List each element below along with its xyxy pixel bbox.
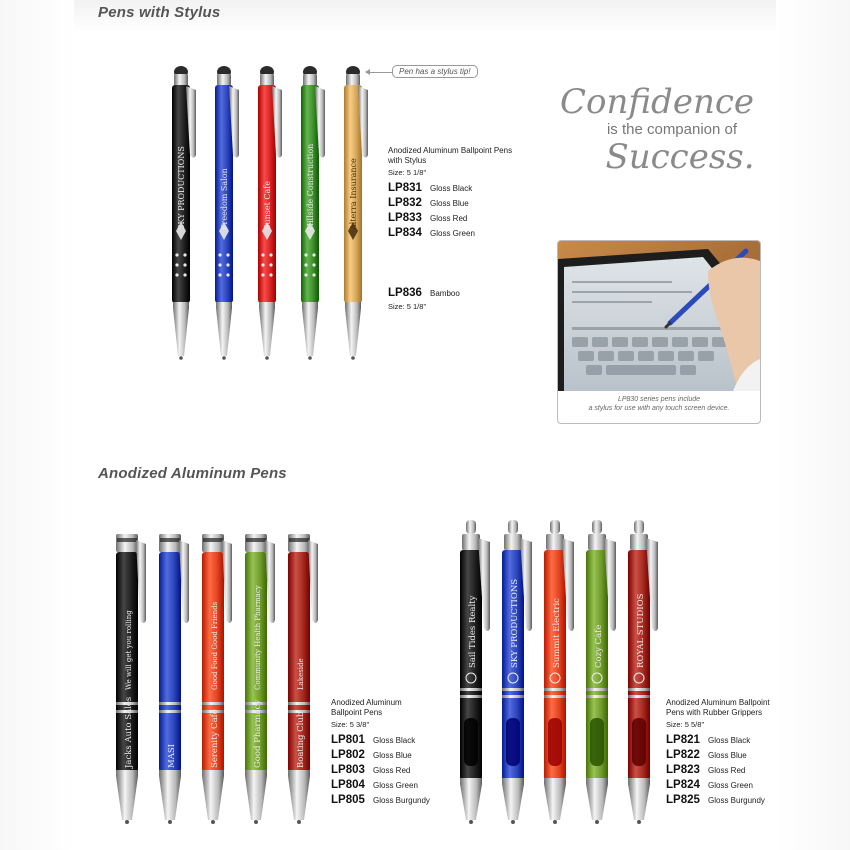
quote-line1: Confidence: [560, 82, 755, 122]
stylus-grip-dot: [261, 263, 264, 266]
gripper-spec-row: [666, 749, 770, 764]
ballpoint-imprint-red: Serenity Cafe: [210, 709, 220, 768]
stylus-grip-dot: [261, 253, 264, 256]
gripper-ring-1: [502, 688, 524, 691]
ballpoint-cap: [245, 534, 267, 552]
gripper-pen-blue: [502, 520, 532, 824]
stylus-grip-dot: [312, 253, 315, 256]
tablet-photo-caption-line2: a stylus for use with any touch screen device.: [588, 404, 730, 412]
gripper-pen-red: [544, 520, 574, 824]
stylus-imprint-green: Hillside Construction: [306, 143, 315, 230]
stylus-callout: Pen has a stylus tip!: [392, 65, 478, 78]
ballpoint-imprint-burgundy: Boating Club: [296, 711, 306, 768]
stylus-point: [308, 356, 312, 360]
gripper-spec-color: Gloss Blue: [708, 751, 747, 761]
ballpoint-point: [125, 820, 129, 824]
stylus-spec-color: Gloss Red: [430, 214, 468, 224]
gripper-spec-code: LP823: [666, 764, 700, 777]
stylus-imprint-black: SKY PRODUCTIONS: [177, 146, 186, 230]
gripper-ring-2: [502, 695, 524, 698]
gripper-spec-code: LP824: [666, 779, 700, 792]
stylus-grip-dot: [304, 273, 307, 276]
quote: [560, 82, 760, 177]
stylus-grip-dot: [218, 263, 221, 266]
ballpoint-slogan-burgundy: Lakeside: [297, 658, 305, 690]
ballpoint-cap-band: [160, 538, 180, 542]
section-title-anodized: Anodized Aluminum Pens: [98, 465, 287, 482]
stylus-spec-color: Gloss Blue: [430, 199, 469, 209]
gripper-spec: [666, 698, 770, 809]
stylus-collar: [217, 74, 231, 86]
section-title-stylus: Pens with Stylus: [98, 4, 221, 21]
stylus-collar: [346, 74, 360, 86]
stylus-imprint-bamboo: Alterra Insurance: [349, 158, 358, 230]
gripper-spec-color: Gloss Red: [708, 766, 746, 776]
page-margin-left: [0, 0, 74, 850]
stylus-ring: [345, 302, 361, 308]
ballpoint-ring-1: [202, 702, 224, 705]
ballpoint-spec-color: Gloss Blue: [373, 751, 412, 761]
gripper-spec-color: Gloss Burgundy: [708, 796, 765, 806]
stylus-spec-heading-line1: Anodized Aluminum Ballpoint Pens: [388, 146, 513, 155]
gripper-imprint-blue: SKY PRODUCTIONS: [510, 578, 520, 668]
stylus-collar: [260, 74, 274, 86]
ballpoint-cap-band: [246, 538, 266, 542]
ballpoint-spec-row: [331, 734, 430, 749]
bamboo-row: [388, 287, 460, 302]
stylus-spec-size: Size: 5 1/8": [388, 168, 427, 178]
gripper-point: [469, 820, 473, 824]
ballpoint-pen-blue: [159, 534, 189, 824]
stylus-grip-dot: [218, 253, 221, 256]
gripper-spec-row: [666, 794, 770, 809]
stylus-point: [265, 356, 269, 360]
stylus-grip-dot: [269, 263, 272, 266]
ballpoint-spec-code: LP801: [331, 734, 365, 747]
stylus-cone: [259, 308, 275, 356]
gripper-spec-row: [666, 764, 770, 779]
ballpoint-spec-color: Gloss Burgundy: [373, 796, 430, 806]
gripper-plunger: [550, 520, 560, 534]
gripper-imprint-black: Sail Tides Realty: [468, 595, 478, 668]
gripper-plunger: [592, 520, 602, 534]
gripper-pen-green: [586, 520, 616, 824]
stylus-spec-code: LP834: [388, 227, 422, 240]
bamboo-color: Bamboo: [430, 289, 460, 298]
gripper-ring-1: [460, 688, 482, 691]
gripper-imprint-red: Summit Electric: [552, 598, 562, 668]
gripper-cone: [586, 784, 608, 820]
gripper-rubber: [548, 718, 562, 766]
tablet-photo: [557, 240, 761, 424]
ballpoint-slogan-red: Good Food Good Friends: [211, 601, 219, 690]
stylus-spec: [388, 146, 512, 242]
ballpoint-ring-3: [288, 770, 310, 776]
callout-arrow: [366, 72, 392, 73]
gripper-rubber: [632, 718, 646, 766]
ballpoint-spec: [331, 698, 430, 809]
gripper-rubber: [590, 718, 604, 766]
ballpoint-point: [297, 820, 301, 824]
ballpoint-spec-heading: [331, 698, 430, 717]
ballpoint-spec-size: Size: 5 3/8": [331, 720, 370, 730]
bamboo-spec: [388, 287, 460, 316]
stylus-point: [179, 356, 183, 360]
gripper-spec-code: LP825: [666, 794, 700, 807]
stylus-spec-row: [388, 212, 512, 227]
ballpoint-spec-row: [331, 794, 430, 809]
stylus-point: [351, 356, 355, 360]
ballpoint-cap-band: [203, 538, 223, 542]
stylus-spec-color: Gloss Green: [430, 229, 475, 239]
ballpoint-cone: [245, 776, 267, 820]
ballpoint-spec-list: [331, 734, 430, 809]
gripper-spec-row: [666, 779, 770, 794]
ballpoint-cone: [116, 776, 138, 820]
ballpoint-spec-row: [331, 749, 430, 764]
gripper-plunger: [634, 520, 644, 534]
stylus-ring: [259, 302, 275, 308]
gripper-cap: [546, 534, 564, 550]
ballpoint-slogan-black: We will get you rolling: [125, 610, 133, 690]
stylus-spec-code: LP833: [388, 212, 422, 225]
ballpoint-spec-color: Gloss Green: [373, 781, 418, 791]
stylus-grip-dot: [312, 273, 315, 276]
stylus-spec-code: LP831: [388, 182, 422, 195]
stylus-grip-dot: [226, 263, 229, 266]
gripper-spec-heading-line1: Anodized Aluminum Ballpoint: [666, 698, 770, 707]
gripper-ring-3: [628, 778, 650, 784]
gripper-spec-heading: [666, 698, 770, 717]
stylus-pens-illustration: [160, 60, 370, 370]
stylus-grip-dot: [218, 273, 221, 276]
stylus-imprint-red: Sunset Cafe: [263, 181, 272, 230]
stylus-grip-dot: [226, 273, 229, 276]
gripper-imprint-burgundy: ROYAL STUDIOS: [636, 593, 646, 668]
gripper-plunger: [466, 520, 476, 534]
ballpoint-spec-code: LP804: [331, 779, 365, 792]
stylus-cone: [216, 308, 232, 356]
stylus-grip-dot: [304, 263, 307, 266]
stylus-point: [222, 356, 226, 360]
stylus-grip-dot: [269, 253, 272, 256]
ballpoint-spec-code: LP803: [331, 764, 365, 777]
ballpoint-imprint-black: Jacks Auto Sales: [124, 696, 134, 768]
stylus-collar: [174, 74, 188, 86]
ballpoint-ring-3: [159, 770, 181, 776]
ballpoint-ring-3: [116, 770, 138, 776]
tablet-photo-caption: [558, 396, 760, 414]
gripper-pen-black: [460, 520, 490, 824]
stylus-grip-dot: [183, 253, 186, 256]
quote-line2: is the companion of: [606, 121, 738, 138]
bamboo-size: Size: 5 1/8": [388, 302, 427, 311]
gripper-ring-2: [544, 695, 566, 698]
gripper-spec-heading-line2: Pens with Rubber Grippers: [666, 707, 763, 717]
gripper-cap: [588, 534, 606, 550]
ballpoint-ring-3: [245, 770, 267, 776]
gripper-ring-1: [586, 688, 608, 691]
ballpoint-spec-code: LP802: [331, 749, 365, 762]
gripper-ring-3: [544, 778, 566, 784]
ballpoint-point: [168, 820, 172, 824]
gripper-spec-code: LP821: [666, 734, 700, 747]
stylus-cone: [173, 308, 189, 356]
gripper-spec-size: Size: 5 5/8": [666, 720, 705, 730]
ballpoint-spec-row: [331, 779, 430, 794]
gripper-ring-3: [460, 778, 482, 784]
gripper-ring-1: [544, 688, 566, 691]
gripper-spec-color: Gloss Green: [708, 781, 753, 791]
ballpoint-spec-code: LP805: [331, 794, 365, 807]
gripper-spec-row: [666, 734, 770, 749]
gripper-rubber: [506, 718, 520, 766]
stylus-collar: [303, 74, 317, 86]
gripper-cone: [544, 784, 566, 820]
gripper-cap: [504, 534, 522, 550]
ballpoint-imprint-blue: MASI: [167, 743, 177, 768]
ballpoint-cap: [288, 534, 310, 552]
ballpoint-pens-illustration: [104, 530, 334, 830]
gripper-cone: [628, 784, 650, 820]
ballpoint-ring-3: [202, 770, 224, 776]
ballpoint-cap-band: [289, 538, 309, 542]
gripper-spec-color: Gloss Black: [708, 736, 751, 746]
stylus-grip-dot: [183, 273, 186, 276]
gripper-point: [511, 820, 515, 824]
ballpoint-cap: [159, 534, 181, 552]
ballpoint-cone: [288, 776, 310, 820]
ballpoint-ring-2: [159, 710, 181, 713]
stylus-ring: [173, 302, 189, 308]
ballpoint-spec-color: Gloss Red: [373, 766, 411, 776]
quote-line3: Success.: [605, 137, 755, 177]
stylus-spec-list: [388, 182, 512, 242]
stylus-grip-dot: [269, 273, 272, 276]
ballpoint-cap: [202, 534, 224, 552]
stylus-cone: [345, 308, 361, 356]
stylus-grip-dot: [312, 263, 315, 266]
ballpoint-spec-row: [331, 764, 430, 779]
ballpoint-cone: [159, 776, 181, 820]
gripper-ring-3: [502, 778, 524, 784]
stylus-ring: [216, 302, 232, 308]
ballpoint-cap: [116, 534, 138, 552]
ballpoint-ring-1: [159, 702, 181, 705]
gripper-spec-list: [666, 734, 770, 809]
stylus-grip-dot: [175, 273, 178, 276]
ballpoint-slogan-green: Community Health Pharmacy: [254, 585, 262, 690]
gripper-ring-2: [460, 695, 482, 698]
ballpoint-point: [211, 820, 215, 824]
stylus-spec-heading: [388, 146, 512, 165]
stylus-spec-color: Gloss Black: [430, 184, 473, 194]
gripper-ring-1: [628, 688, 650, 691]
ballpoint-cone: [202, 776, 224, 820]
stylus-ring: [302, 302, 318, 308]
gripper-cap: [462, 534, 480, 550]
gripper-pen-burgundy: [628, 520, 658, 824]
gripper-imprint-green: Cozy Cafe: [594, 624, 604, 668]
stylus-spec-code: LP832: [388, 197, 422, 210]
gripper-rubber: [464, 718, 478, 766]
stylus-cone: [302, 308, 318, 356]
ballpoint-cap-band: [117, 538, 137, 542]
stylus-spec-row: [388, 182, 512, 197]
stylus-grip-dot: [304, 253, 307, 256]
stylus-imprint-blue: Freedom Salon: [220, 168, 229, 230]
tablet-photo-image: [558, 241, 760, 391]
stylus-grip-dot: [175, 263, 178, 266]
gripper-ring-3: [586, 778, 608, 784]
ballpoint-imprint-green: Good Pharmacy: [253, 699, 263, 768]
tablet-photo-caption-line1: LP830 series pens include: [617, 396, 701, 403]
gripper-point: [553, 820, 557, 824]
stylus-grip-dot: [183, 263, 186, 266]
gripper-cone: [502, 784, 524, 820]
gripper-spec-code: LP822: [666, 749, 700, 762]
ballpoint-spec-heading-line1: Anodized Aluminum: [331, 698, 402, 707]
gripper-point: [595, 820, 599, 824]
gripper-pens-illustration: [452, 518, 667, 828]
stylus-grip-dot: [175, 253, 178, 256]
stylus-spec-row: [388, 197, 512, 212]
stylus-grip-dot: [226, 253, 229, 256]
page-margin-right: [776, 0, 850, 850]
gripper-ring-2: [586, 695, 608, 698]
ballpoint-spec-color: Gloss Black: [373, 736, 416, 746]
ballpoint-point: [254, 820, 258, 824]
gripper-plunger: [508, 520, 518, 534]
stylus-spec-heading-line2: with Stylus: [388, 155, 427, 165]
gripper-cap: [630, 534, 648, 550]
gripper-ring-2: [628, 695, 650, 698]
stylus-grip-dot: [261, 273, 264, 276]
ballpoint-ring-1: [288, 702, 310, 705]
gripper-cone: [460, 784, 482, 820]
gripper-point: [637, 820, 641, 824]
bamboo-code: LP836: [388, 287, 422, 299]
ballpoint-spec-heading-line2: Ballpoint Pens: [331, 707, 383, 717]
ballpoint-barrel: [159, 552, 181, 772]
stylus-spec-row: [388, 227, 512, 242]
